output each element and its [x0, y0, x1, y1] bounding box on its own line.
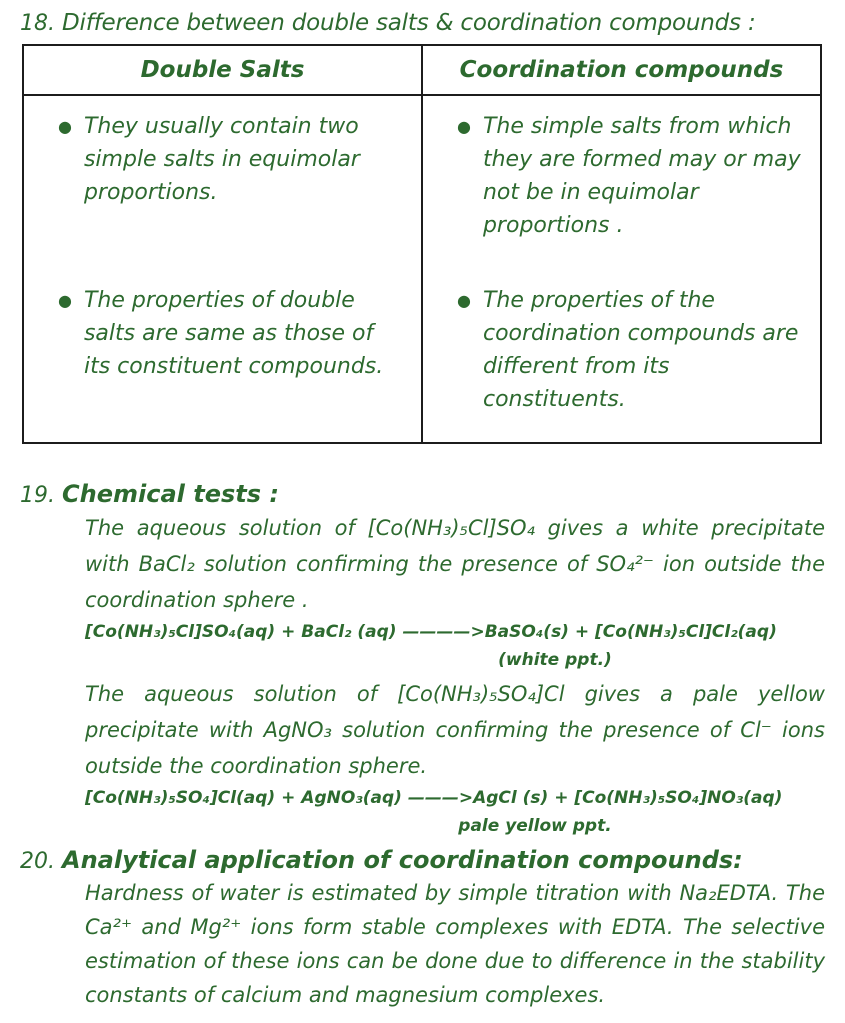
pale-yellow-ppt-label: pale yellow ppt. [458, 816, 612, 836]
bullet-icon: ● [457, 117, 471, 136]
section-19-title: Chemical tests : [62, 480, 279, 508]
bullet-icon: ● [58, 291, 72, 310]
table-body-row [23, 95, 821, 443]
coordination-point-2: The properties of the coordination compounds are different from its constituents. [482, 288, 799, 412]
cell-double-salts [23, 95, 422, 443]
header-cell-double-salts: Double Salts [23, 45, 422, 95]
section-19-number: 19. [20, 483, 55, 508]
chemical-test-paragraph-2: The aqueous solution of [Co(NH₃)₅SO₄]Cl gives a pale yellow precipitate with AgNO₃ solution confirming the presence of Cl⁻ ions outside the coordination sphere. [85, 682, 825, 778]
reaction-equation-2: [Co(NH₃)₅SO₄]Cl(aq) + AgNO₃(aq) ———>AgCl (s) + [Co(NH₃)₅SO₄]NO₃(aq) [85, 788, 783, 808]
section-18-heading [20, 10, 825, 36]
list-item [457, 110, 810, 284]
double-salts-point-1: They usually contain two simple salts in equimolar proportions. [83, 114, 360, 205]
reaction-equation-1: [Co(NH₃)₅Cl]SO₄(aq) + BaCl₂ (aq) ————>BaSO₄(s) + [Co(NH₃)₅Cl]Cl₂(aq) [85, 622, 777, 642]
bullet-icon: ● [457, 291, 471, 310]
cell-coordination-compounds [422, 95, 821, 443]
section-20 [20, 846, 825, 1012]
section-18 [20, 10, 825, 444]
list-item [58, 110, 411, 284]
list-item [457, 284, 810, 416]
chemical-test-paragraph-1: The aqueous solution of [Co(NH₃)₅Cl]SO₄ gives a white precipitate with BaCl₂ solution confirming the presence of SO₄²⁻ ion outside the coordination sphere . [85, 516, 825, 612]
white-ppt-label: (white ppt.) [498, 650, 612, 670]
section-18-title: Difference between double salts & coordination compounds : [62, 10, 756, 36]
section-20-number: 20. [20, 849, 55, 874]
list-item [58, 284, 411, 383]
table-header-row [23, 45, 821, 95]
header-cell-coordination-compounds: Coordination compounds [422, 45, 821, 95]
section-20-heading [20, 846, 825, 874]
section-19-heading [20, 480, 825, 508]
section-19 [20, 480, 825, 840]
comparison-table [22, 44, 822, 444]
double-salts-point-2: The properties of double salts are same as those of its constituent compounds. [83, 288, 384, 379]
section-20-title: Analytical application of coordination compounds: [62, 846, 743, 874]
section-18-number: 18. [20, 11, 55, 36]
section-20-paragraph: Hardness of water is estimated by simple titration with Na₂EDTA. The Ca²⁺ and Mg²⁺ ions form stable complexes with EDTA. The selective estimation of these ions can be done due to difference in the stability constants of calcium and magnesium complexes. [85, 881, 825, 1007]
coordination-point-1: The simple salts from which they are formed may or may not be in equimolar proportions . [482, 114, 801, 238]
bullet-icon: ● [58, 117, 72, 136]
